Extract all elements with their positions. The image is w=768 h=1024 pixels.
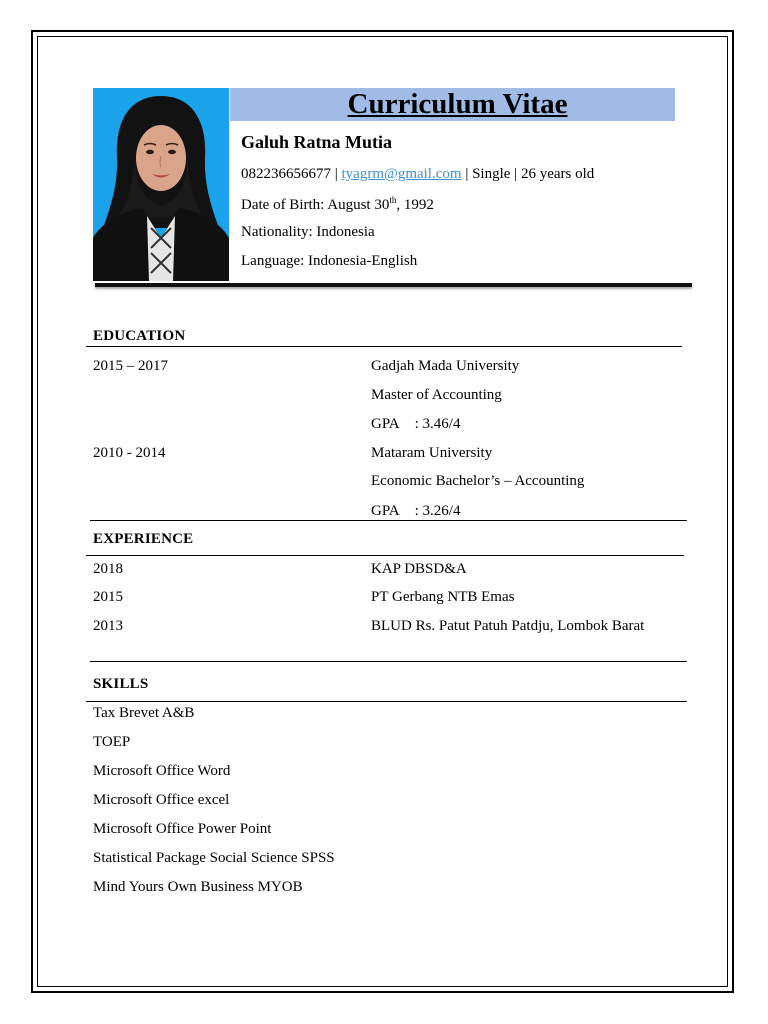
experience-bottom-rule bbox=[90, 661, 687, 662]
experience-year: 2013 bbox=[93, 618, 123, 634]
skill-item: Statistical Package Social Science SPSS bbox=[93, 850, 335, 866]
experience-year: 2015 bbox=[93, 589, 123, 605]
language: Language: Indonesia-English bbox=[241, 253, 418, 269]
experience-year: 2018 bbox=[93, 561, 123, 577]
header-divider bbox=[95, 283, 692, 287]
nationality: Nationality: Indonesia bbox=[241, 224, 375, 240]
profile-photo bbox=[93, 88, 229, 281]
separator: | bbox=[510, 166, 521, 182]
contact-line bbox=[241, 166, 594, 183]
skill-item: Microsoft Office excel bbox=[93, 792, 230, 808]
skill-item: Tax Brevet A&B bbox=[93, 705, 195, 721]
skills-rule bbox=[86, 701, 687, 702]
dob-year: , 1992 bbox=[396, 197, 434, 213]
skill-item: Microsoft Office Power Point bbox=[93, 821, 272, 837]
education-degree: Economic Bachelor’s – Accounting bbox=[371, 473, 585, 489]
date-of-birth bbox=[241, 195, 434, 214]
skill-item: Microsoft Office Word bbox=[93, 763, 231, 779]
experience-company: BLUD Rs. Patut Patuh Patdju, Lombok Barat bbox=[371, 618, 645, 634]
education-period: 2015 – 2017 bbox=[93, 358, 168, 374]
education-gpa bbox=[371, 416, 460, 433]
gpa-value: : 3.46/4 bbox=[414, 416, 461, 432]
education-bottom-rule bbox=[90, 520, 687, 521]
dob-text: Date of Birth: August 30 bbox=[241, 197, 390, 213]
skill-item: TOEP bbox=[93, 734, 131, 750]
education-institution: Mataram University bbox=[371, 445, 493, 461]
marital-status: Single bbox=[472, 166, 511, 182]
title-bar bbox=[230, 88, 675, 121]
experience-company: PT Gerbang NTB Emas bbox=[371, 589, 515, 605]
education-degree: Master of Accounting bbox=[371, 387, 502, 403]
education-heading: EDUCATION bbox=[93, 328, 186, 344]
gpa-value: : 3.26/4 bbox=[414, 503, 461, 519]
education-rule bbox=[86, 346, 682, 347]
separator: | bbox=[461, 166, 473, 182]
experience-rule bbox=[86, 555, 684, 556]
gpa-label: GPA bbox=[371, 416, 400, 432]
education-institution: Gadjah Mada University bbox=[371, 358, 520, 374]
skill-item: Mind Yours Own Business MYOB bbox=[93, 879, 303, 895]
document-title: Curriculum Vitae bbox=[347, 88, 568, 120]
profile-photo-illustration bbox=[93, 88, 229, 281]
experience-company: KAP DBSD&A bbox=[371, 561, 467, 577]
skills-heading: SKILLS bbox=[93, 676, 149, 692]
experience-heading: EXPERIENCE bbox=[93, 531, 194, 547]
dob-ordinal: th bbox=[389, 195, 397, 205]
candidate-name: Galuh Ratna Mutia bbox=[241, 132, 393, 152]
phone-number: 082236656677 bbox=[241, 166, 331, 182]
separator: | bbox=[331, 166, 342, 182]
education-period: 2010 - 2014 bbox=[93, 445, 166, 461]
email-link[interactable]: tyagrm@gmail.com bbox=[341, 166, 462, 182]
gpa-label: GPA bbox=[371, 503, 400, 519]
education-gpa bbox=[371, 503, 460, 520]
age: 26 years old bbox=[520, 166, 595, 182]
